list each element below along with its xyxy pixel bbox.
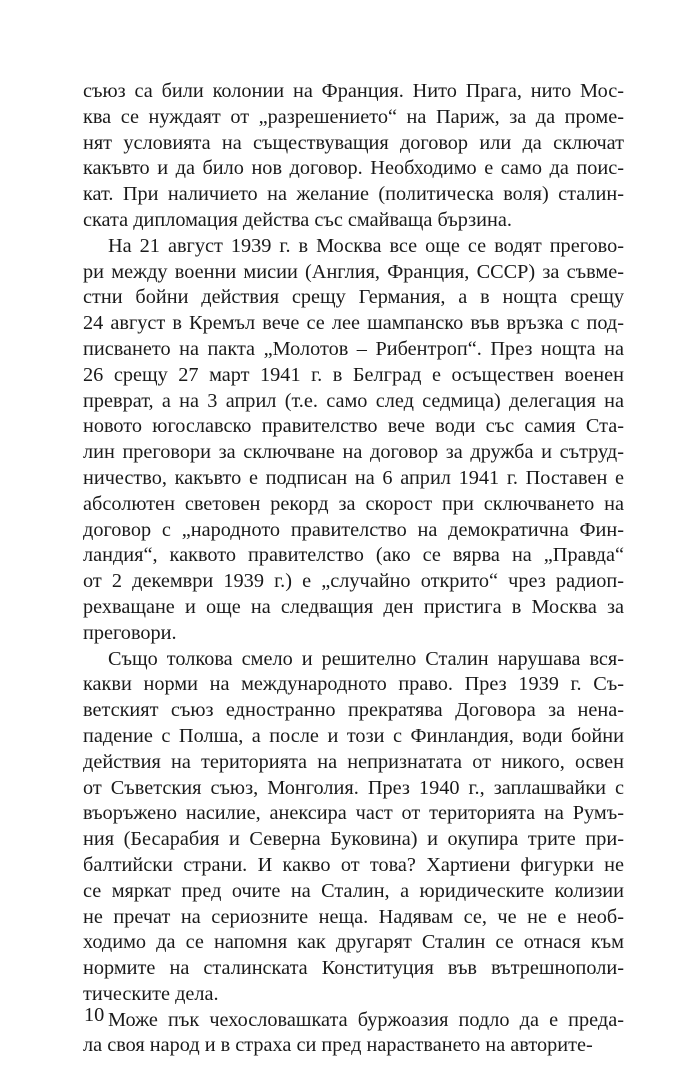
- text-line: ри между военни мисии (Англия, Франция, СССР) за съвме-: [83, 260, 624, 283]
- text-line: договор с „народното правителство на демократична Фин-: [83, 518, 624, 541]
- text-line: нят условията на съществуващия договор или да сключат: [83, 131, 624, 154]
- text-line: падение с Полша, а после и този с Финландия, води бойни: [83, 724, 624, 747]
- paragraph: [83, 1008, 624, 1060]
- paragraph: [83, 647, 624, 1008]
- text-line: нормите на сталинската Конституция във вътрешнополи-: [83, 957, 624, 980]
- text-line: 24 август в Кремъл вече се лее шампанско във връзка с под-: [83, 312, 624, 335]
- text-line: ква се нуждаят от „разрешението“ на Париж, за да проме-: [83, 105, 624, 128]
- paragraph: [83, 234, 624, 647]
- text-line: лин преговори за сключване на договор за дружба и сътруд-: [83, 441, 624, 464]
- text-line: какви норми на международното право. През 1939 г. Съ-: [83, 673, 624, 696]
- text-line: писването на пакта „Молотов – Рибентроп“. През нощта на: [83, 337, 624, 360]
- text-line: На 21 август 1939 г. в Москва все още се водят прегово-: [108, 234, 624, 257]
- text-line: от Съветския съюз, Монголия. През 1940 г., заплашвайки с: [83, 776, 624, 799]
- text-line: ла своя народ и в страха си пред нарастването на авторите-: [83, 1034, 593, 1057]
- text-line: 26 срещу 27 март 1941 г. в Белград е осъществен военен: [83, 363, 624, 386]
- text-line: какъвто и да било нов договор. Необходимо е само да поис-: [83, 157, 624, 180]
- text-line: балтийски страни. И какво от това? Хартиени фигурки не: [83, 853, 624, 876]
- text-line: действия на територията на непризнатата от никого, освен: [83, 750, 624, 773]
- text-line: от 2 декември 1939 г.) е „случайно открито“ чрез радиоп-: [83, 570, 624, 593]
- text-line: абсолютен световен рекорд за скорост при сключването на: [83, 492, 624, 515]
- text-line: ходимо да се напомня как другарят Сталин се отнася към: [83, 931, 624, 954]
- text-line: ветският съюз едностранно прекратява Договора за нена-: [83, 699, 624, 722]
- text-line: кат. При наличието на желание (политическа воля) сталин-: [83, 183, 624, 206]
- page-number: 10: [84, 1004, 105, 1026]
- text-line: стни бойни действия срещу Германия, а в нощта срещу: [83, 286, 624, 309]
- text-line: ландия“, каквото правителство (ако се вярва на „Правда“: [83, 544, 624, 567]
- text-line: ничество, какъвто е подписан на 6 април 1941 г. Поставен е: [83, 466, 624, 489]
- text-line: тическите дела.: [83, 982, 219, 1005]
- text-line: не пречат на сериозните неща. Надявам се, че не е необ-: [83, 905, 624, 928]
- text-line: ската дипломация действа със смайваща бързина.: [83, 208, 512, 231]
- text-line: се мяркат пред очите на Сталин, а юридическите колизии: [83, 879, 624, 902]
- text-line: Може пък чехословашката буржоазия подло да е преда-: [108, 1008, 624, 1031]
- paragraph: [83, 79, 624, 234]
- text-line: ния (Бесарабия и Северна Буковина) и окупира трите при-: [83, 828, 624, 851]
- text-line: въоръжено насилие, анексира част от територията на Румъ-: [83, 802, 624, 825]
- page-body: [83, 79, 624, 1059]
- text-line: новото югославско правителство вече води със самия Ста-: [83, 415, 624, 438]
- text-line: преврат, а на 3 април (т.е. само след седмица) делегация на: [83, 389, 624, 412]
- text-line: Също толкова смело и решително Сталин нарушава вся-: [108, 647, 624, 670]
- text-line: преговори.: [83, 621, 177, 644]
- text-line: рехващане и още на следващия ден пристига в Москва за: [83, 595, 624, 618]
- text-line: съюз са били колонии на Франция. Нито Прага, нито Мос-: [83, 80, 624, 102]
